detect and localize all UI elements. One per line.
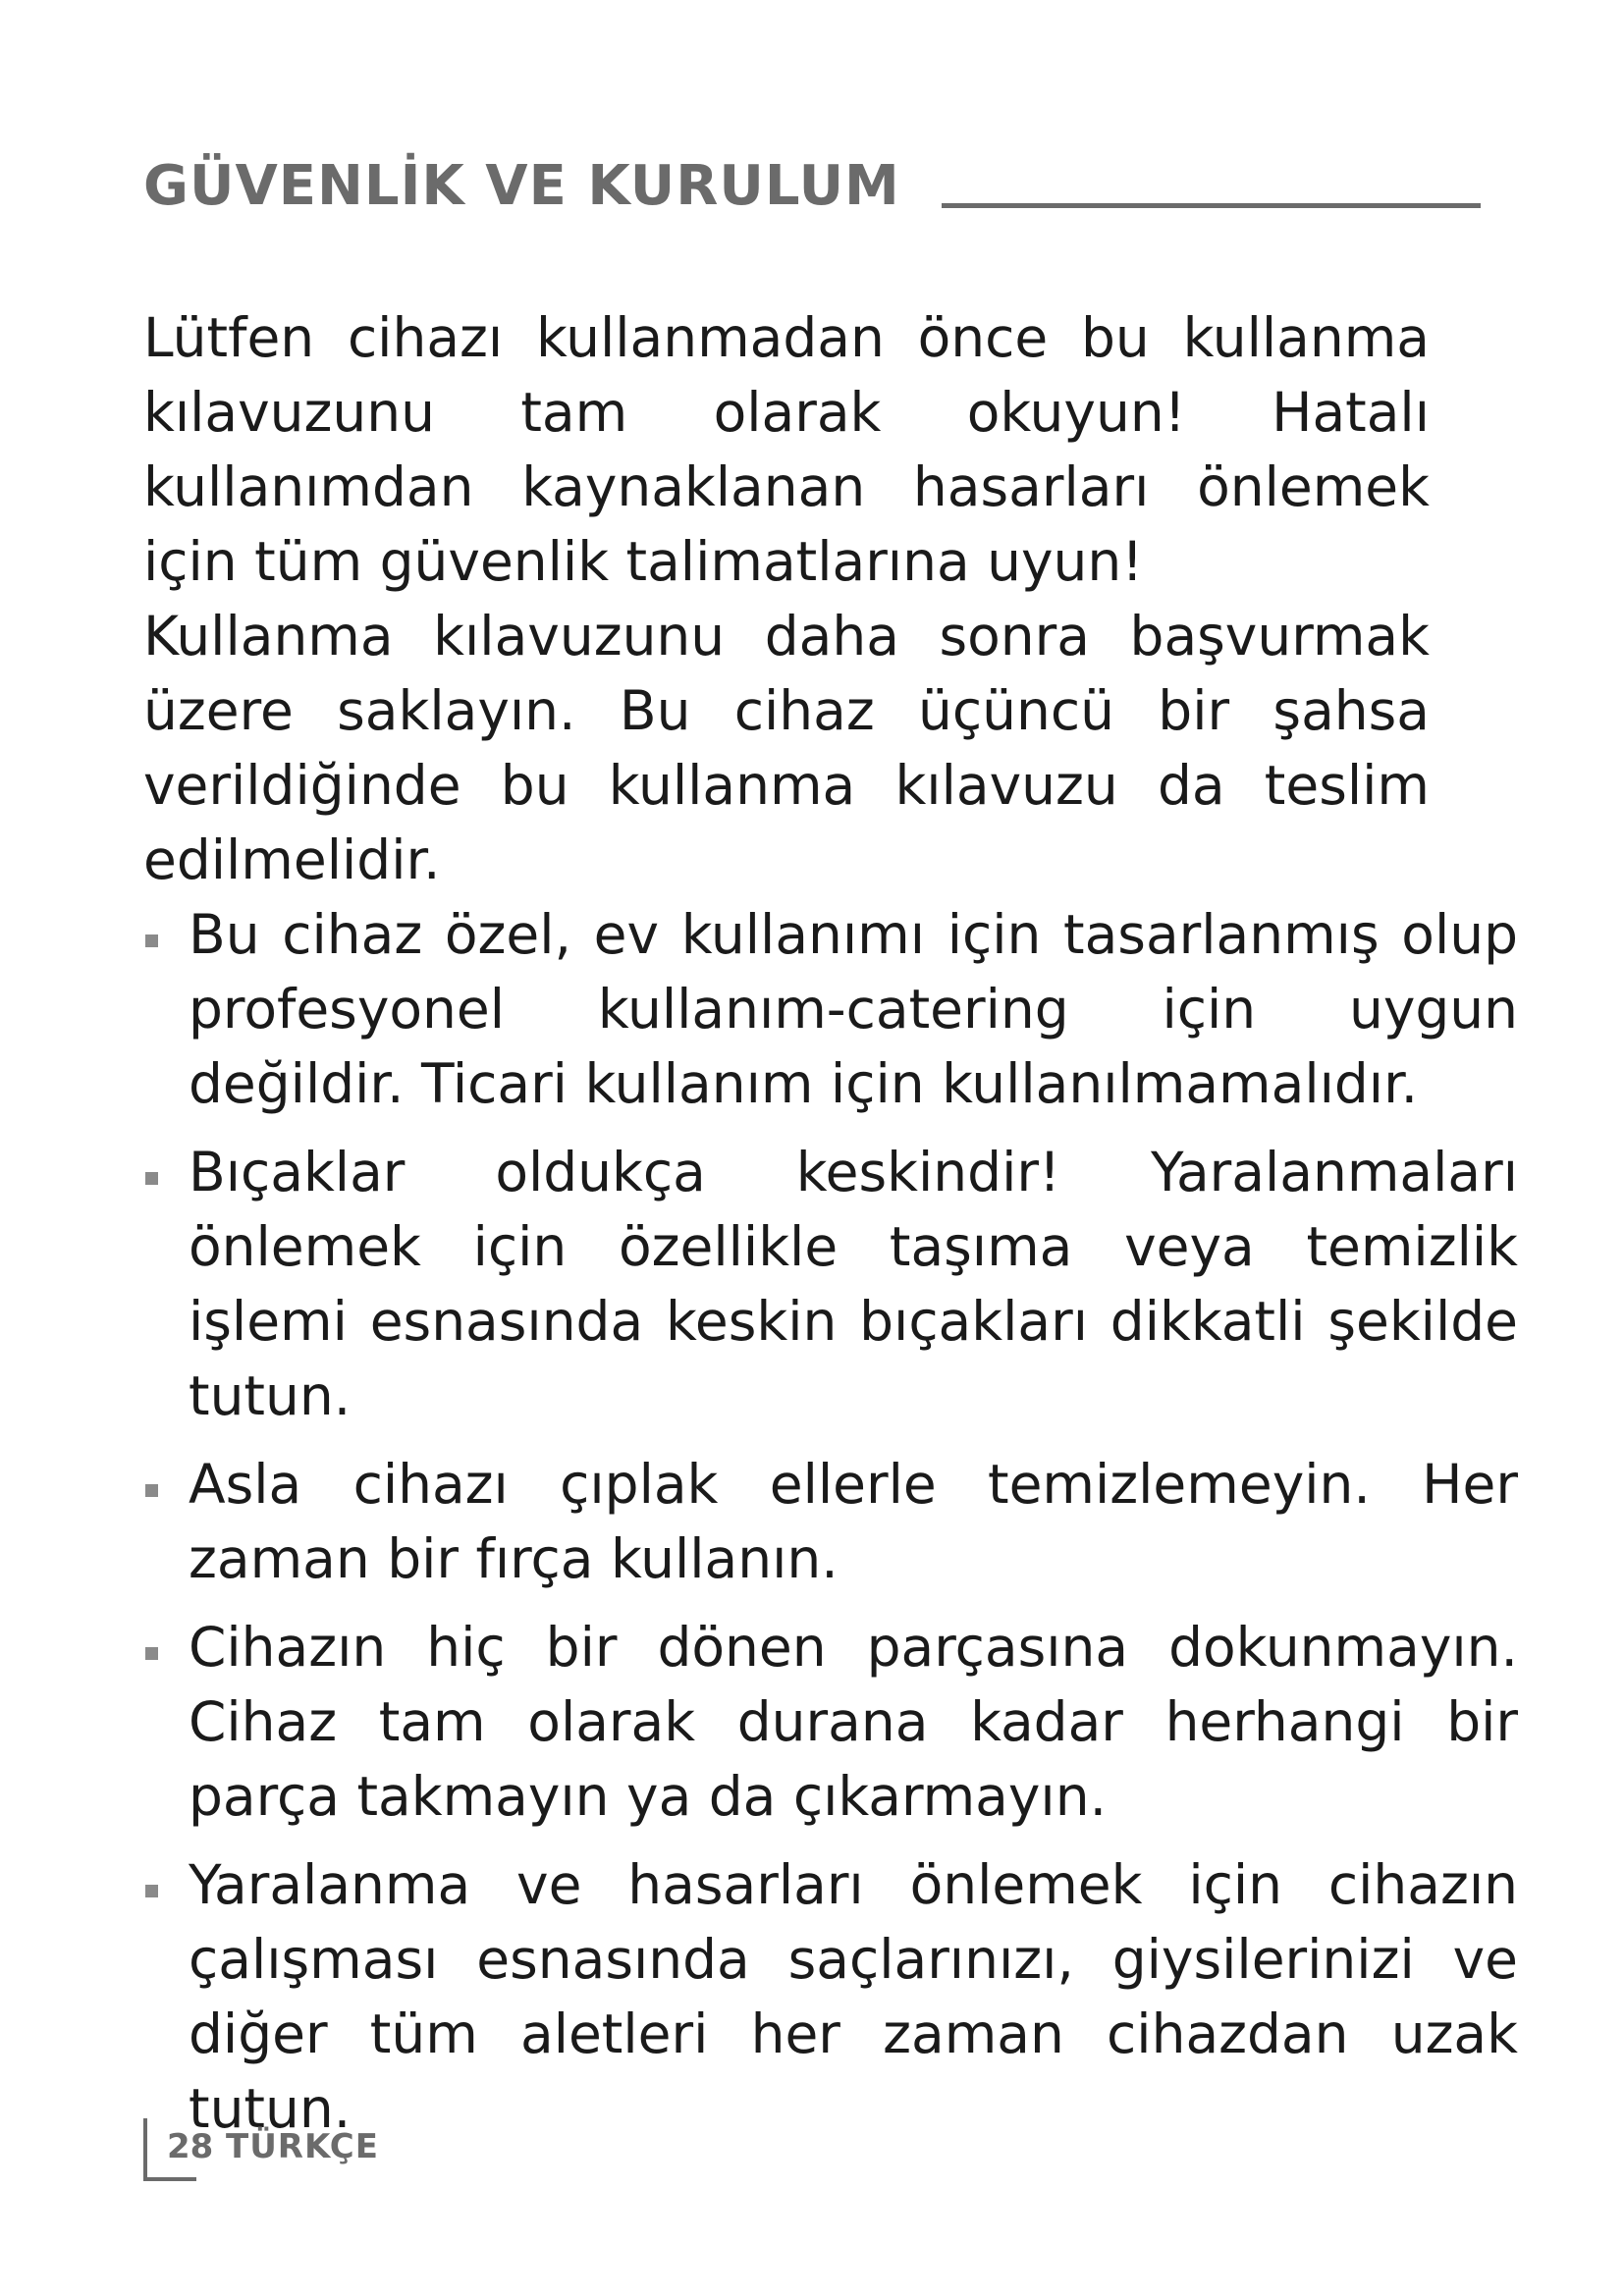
list-item: [143, 1447, 1518, 1596]
page-title: GÜVENLİK VE KURULUM: [143, 154, 900, 218]
list-item-text: Asla cihazı çıplak ellerle temizlemeyin. Her zaman bir fırça kullanın.: [189, 1453, 1518, 1590]
main-content: [143, 300, 1518, 2160]
section-header: [143, 145, 1481, 218]
page-footer: [143, 2118, 379, 2181]
square-bullet-icon: [145, 1647, 158, 1660]
list-item-text: Bu cihaz özel, ev kullanımı için tasarlanmış olup profesyonel kullanım-catering için uygun değildir. Ticari kullanım için kullanılmamalıdır.: [189, 903, 1518, 1115]
header-rule: [942, 203, 1481, 208]
safety-instructions-list: [143, 897, 1518, 2146]
list-item: [143, 1610, 1518, 1834]
square-bullet-icon: [145, 1885, 158, 1897]
list-item: [143, 1135, 1518, 1433]
list-item: [143, 897, 1518, 1121]
footer-language: TÜRKÇE: [226, 2127, 379, 2166]
list-item: [143, 1847, 1518, 2146]
intro-paragraph-2: Kullanma kılavuzunu daha sonra başvurmak üzere saklayın. Bu cihaz üçüncü bir şahsa verildiğinde bu kullanma kılavuzu da teslim edilmelidir.: [143, 605, 1430, 891]
list-item-text: Yaralanma ve hasarları önlemek için cihazın çalışması esnasında saçlarınızı, giysilerinizi ve diğer tüm aletleri her zaman cihazdan uzak tutun.: [189, 1853, 1518, 2140]
square-bullet-icon: [145, 1172, 158, 1185]
list-item-text: Cihazın hiç bir dönen parçasına dokunmayın. Cihaz tam olarak durana kadar herhangi bir parça takmayın ya da çıkarmayın.: [189, 1616, 1518, 1828]
page-number: 28: [167, 2127, 214, 2166]
list-item-text: Bıçaklar oldukça keskindir! Yaralanmaları önlemek için özellikle taşıma veya temizlik işlemi esnasında keskin bıçakları dikkatli şekilde tutun.: [189, 1141, 1518, 1427]
square-bullet-icon: [145, 934, 158, 947]
footer-bracket: [143, 2118, 214, 2181]
square-bullet-icon: [145, 1484, 158, 1497]
intro-paragraph-1: Lütfen cihazı kullanmadan önce bu kullanma kılavuzunu tam olarak okuyun! Hatalı kullanımdan kaynaklanan hasarları önlemek için tüm güvenlik talimatlarına uyun!: [143, 306, 1430, 593]
